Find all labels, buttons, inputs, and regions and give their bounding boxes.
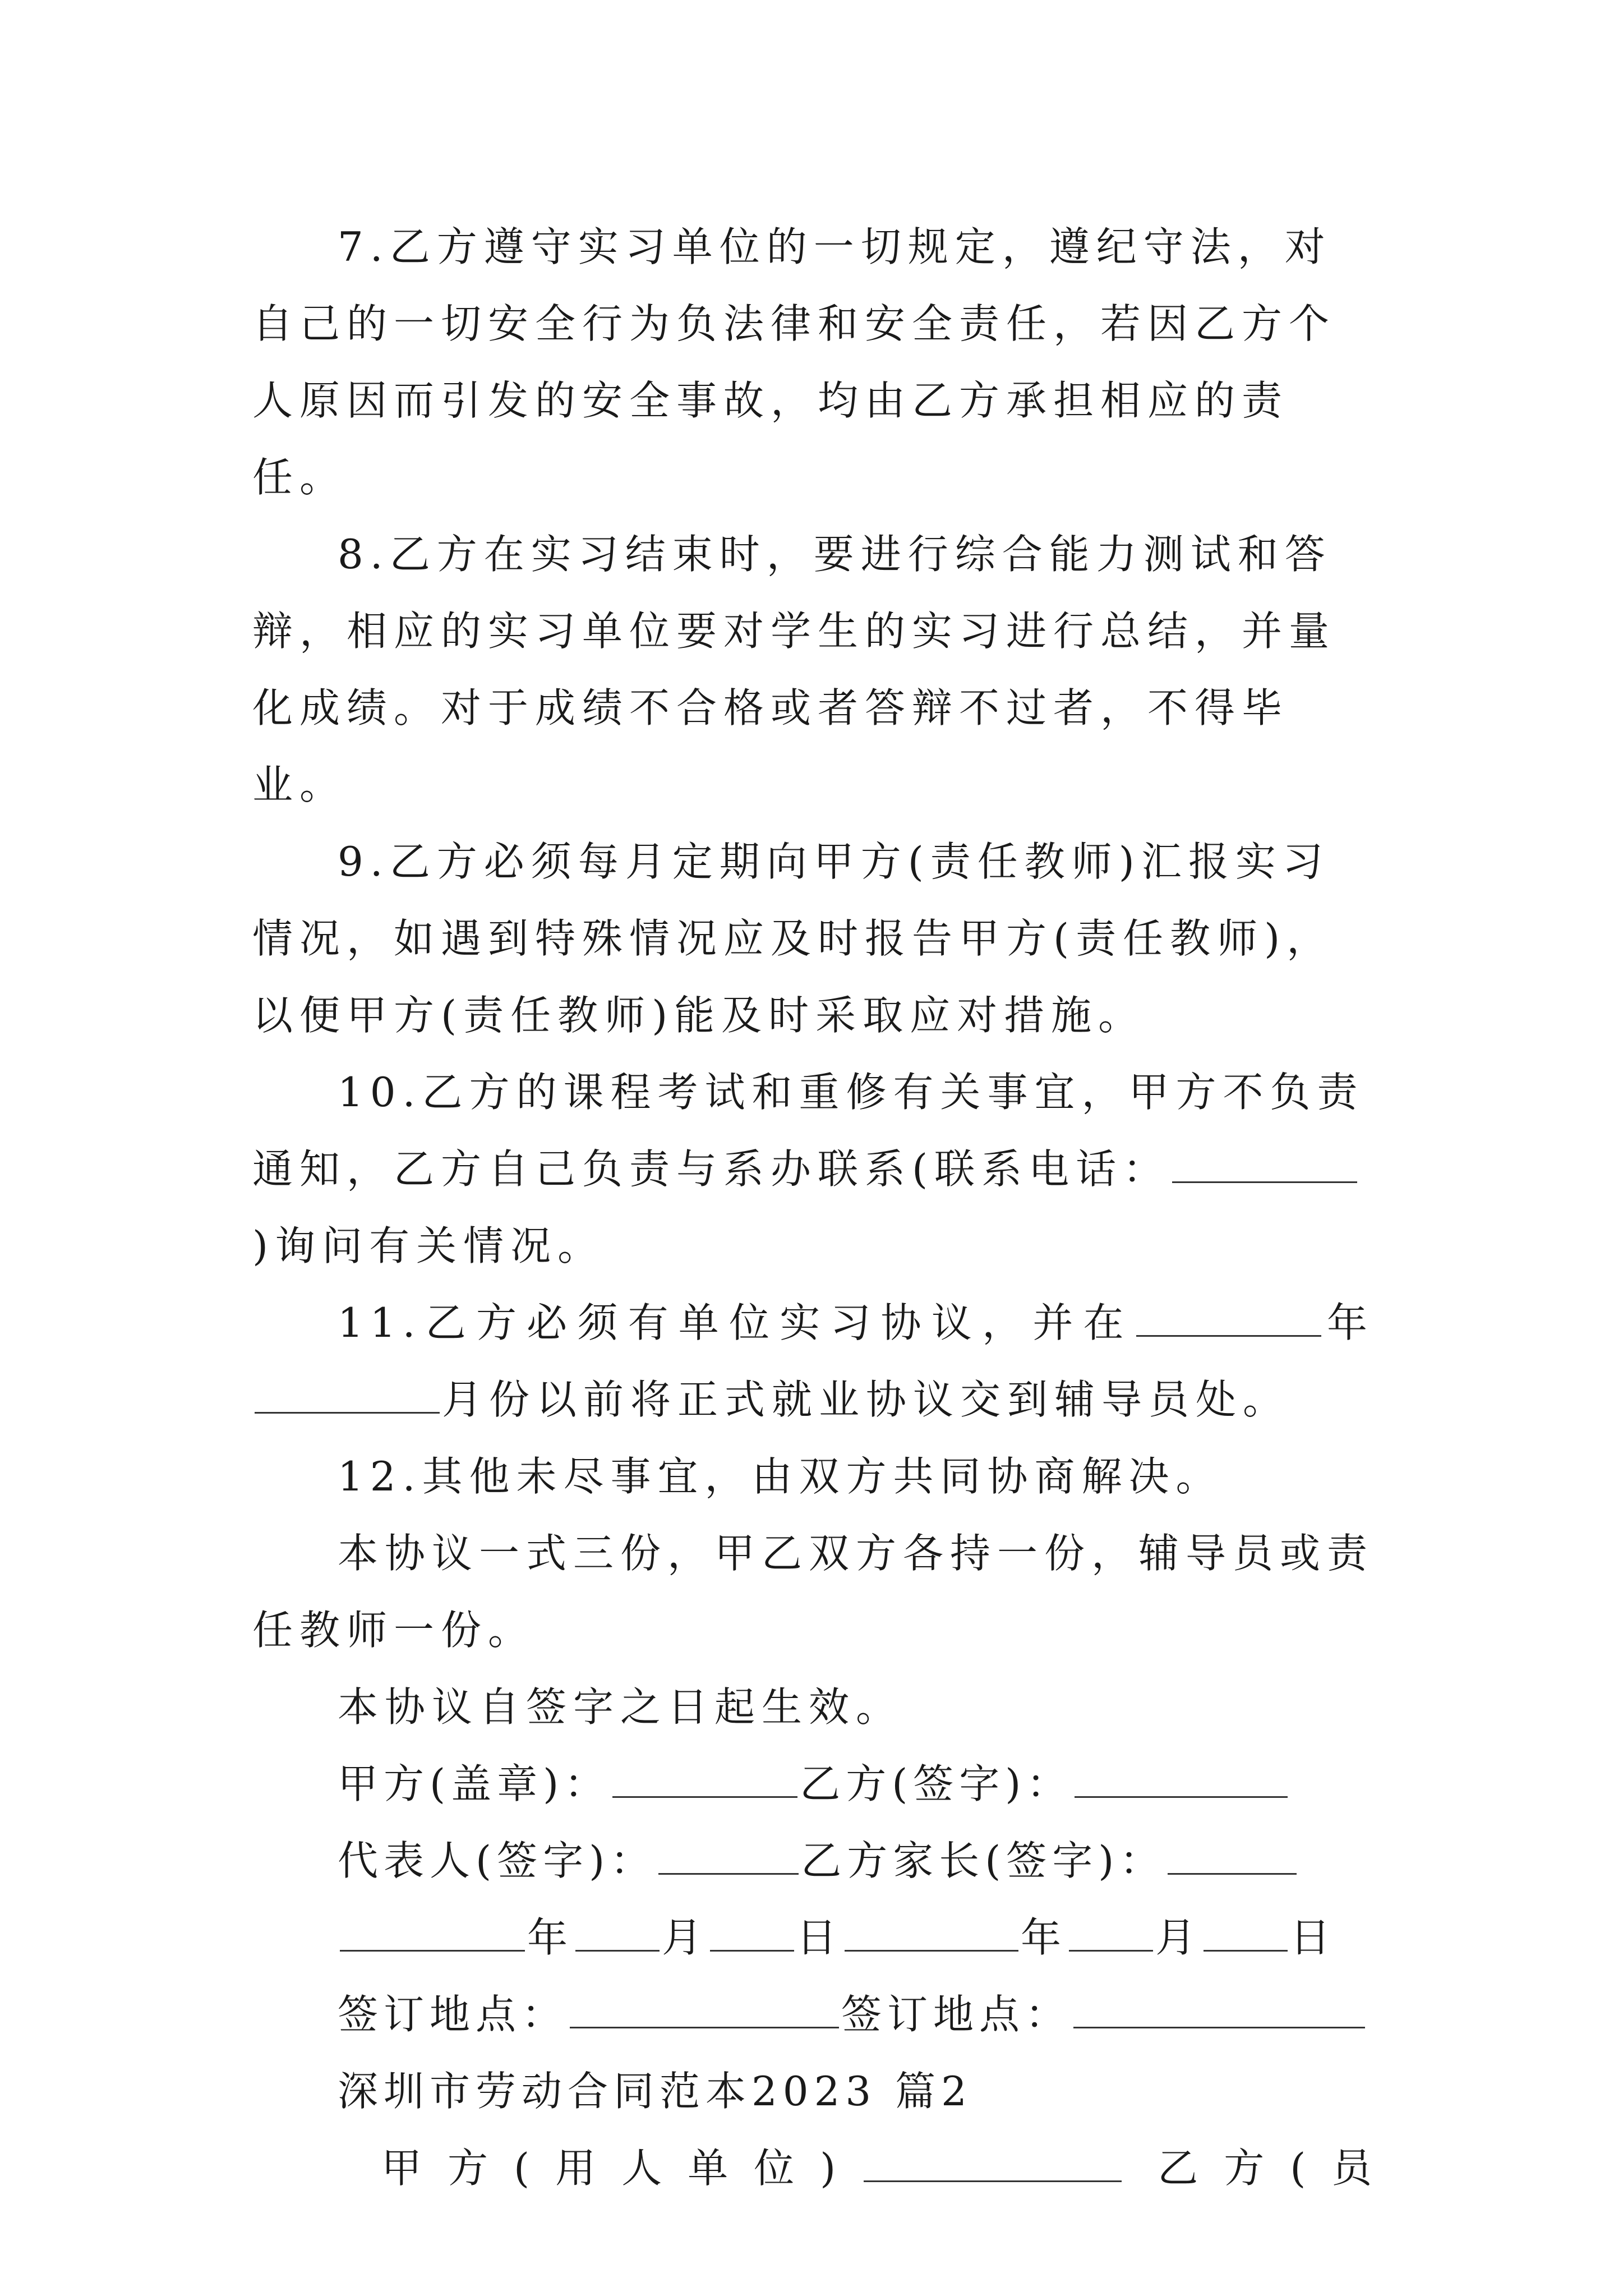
clause-12: 12.其他未尽事宜，由双方共同协商解决。: [338, 1453, 1223, 1500]
clause-7: 7.乙方遵守实习单位的一切规定，遵纪守法，对自己的一切安全行为负法律和安全责任，若因乙方个人原因而引发的安全事故，均由乙方承担相应的责任。: [252, 223, 1336, 501]
clause-11-line-1: [252, 1285, 1374, 1361]
phone-blank: [1172, 1170, 1357, 1183]
date-a-month: 月: [662, 1914, 708, 1961]
place-b-blank: [1073, 2016, 1365, 2028]
party-a-seal-blank: [612, 1785, 797, 1798]
date-a-year: 年: [527, 1914, 574, 1961]
clause-11-text-a: 11.乙方必须有单位实习协议，并在: [338, 1299, 1134, 1346]
effective-clause: 本协议自签字之日起生效。: [338, 1683, 903, 1731]
signature-row-2: [252, 1823, 1374, 1899]
parent-sign-blank: [1168, 1862, 1297, 1875]
section-title: 深圳市劳动合同范本2023 篇2: [338, 2068, 972, 2115]
place-b-label: 签订地点：: [841, 1991, 1072, 2038]
date-a-year-blank: [340, 1939, 525, 1952]
employee-label: 乙方(员: [1158, 2145, 1398, 2192]
copies-clause: 本协议一式三份，甲乙双方各持一份，辅导员或责任教师一份。: [252, 1530, 1375, 1654]
employer-label: 甲方(用人单位): [381, 2145, 862, 2192]
clause-9: 9.乙方必须每月定期向甲方(责任教师)汇报实习情况，如遇到特殊情况应及时报告甲方(责任教师)，以便甲方(责任教师)能及时采取应对措施。: [252, 838, 1334, 1039]
parent-sign-label: 乙方家长(签字)：: [801, 1837, 1166, 1884]
clause-10-text-b: )询问有关情况。: [252, 1222, 605, 1269]
date-b-month-blank: [1069, 1939, 1153, 1952]
document-body: [252, 209, 1398, 2207]
party-b-sign-label: 乙方(签字)：: [800, 1760, 1073, 1807]
rep-sign-label: 代表人(签字)：: [338, 1837, 657, 1884]
year-blank: [1136, 1324, 1321, 1337]
place-a-blank: [570, 2016, 839, 2028]
date-a-day: 日: [796, 1914, 843, 1961]
employer-blank: [864, 2169, 1122, 2182]
clause-11-text-c: 月份以前将正式就业协议交到辅导员处。: [442, 1376, 1290, 1423]
date-b-year: 年: [1021, 1914, 1067, 1961]
date-row: [252, 1899, 1374, 1976]
place-a-label: 签订地点：: [338, 1991, 568, 2038]
clause-11-line-2: [252, 1361, 1374, 1438]
date-b-month: 月: [1155, 1914, 1202, 1961]
date-a-month-blank: [575, 1939, 660, 1952]
contract-parties-line: [252, 2130, 1398, 2207]
clause-10: [252, 1054, 1374, 1285]
signature-row-1: [252, 1746, 1374, 1823]
date-b-day-blank: [1204, 1939, 1288, 1952]
clause-10-text-a: 10.乙方的课程考试和重修有关事宜，甲方不负责通知，乙方自己负责与系办联系(联系电话：: [252, 1069, 1364, 1193]
party-b-sign-blank: [1075, 1785, 1288, 1798]
clause-8: 8.乙方在实习结束时，要进行综合能力测试和答辩，相应的实习单位要对学生的实习进行总结，并量化成绩。对于成绩不合格或者答辩不过者，不得毕业。: [252, 531, 1336, 808]
date-b-year-blank: [845, 1939, 1018, 1952]
party-a-seal-label: 甲方(盖章)：: [338, 1760, 611, 1807]
date-b-day: 日: [1290, 1914, 1336, 1961]
rep-sign-blank: [658, 1862, 799, 1875]
date-a-day-blank: [710, 1939, 794, 1952]
month-blank: [255, 1401, 440, 1414]
clause-11-text-b: 年: [1323, 1299, 1374, 1346]
place-row: [252, 1976, 1374, 2053]
